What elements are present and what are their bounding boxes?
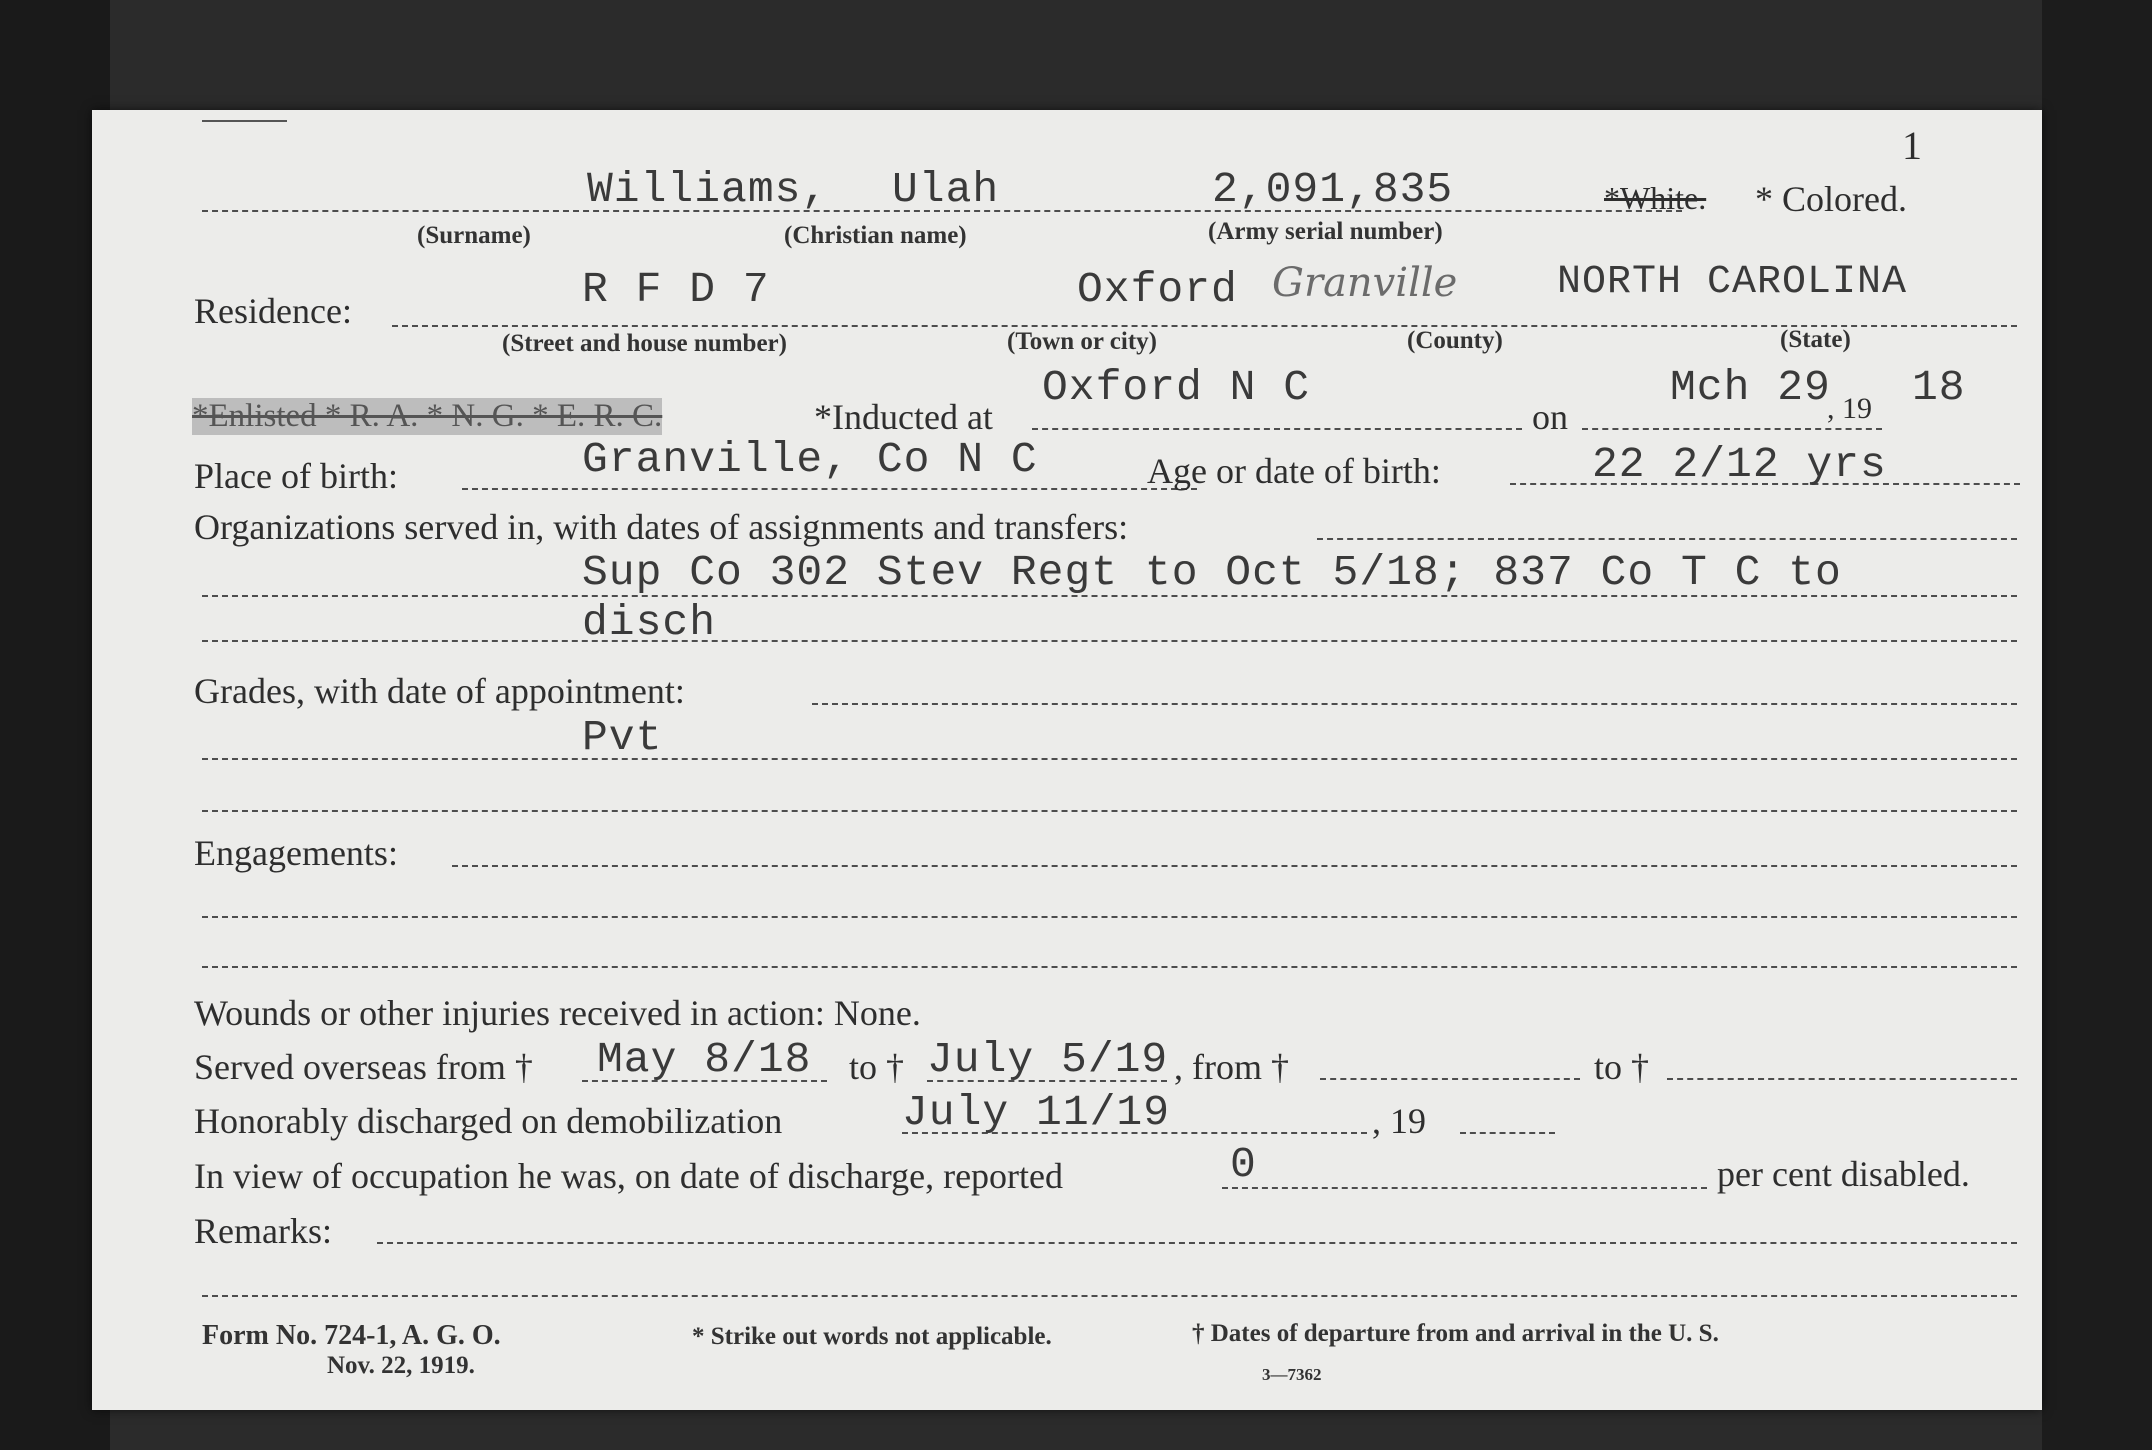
- top-rule: [202, 120, 287, 122]
- state-caption: (State): [1780, 326, 1851, 353]
- christian-name-caption: (Christian name): [784, 222, 967, 249]
- print-code: 3—7362: [1262, 1365, 1322, 1384]
- overseas-to-label: to †: [849, 1047, 905, 1087]
- overseas-to2-line: [1667, 1078, 2017, 1080]
- organizations-line-2: [202, 640, 2017, 642]
- induction-year-prefix: , 19: [1827, 392, 1872, 425]
- organizations-label: Organizations served in, with dates of assignments and transfers:: [194, 507, 1129, 547]
- discharge-year-line: [1460, 1132, 1555, 1134]
- overseas-to2-label: to †: [1594, 1047, 1650, 1087]
- disability-suffix: per cent disabled.: [1717, 1154, 1970, 1194]
- disability-label: In view of occupation he was, on date of discharge, reported: [194, 1156, 1064, 1196]
- dagger-note: † Dates of departure from and arrival in the U. S.: [1192, 1320, 1719, 1347]
- residence-label: Residence:: [194, 291, 352, 331]
- residence-line: [392, 325, 2017, 327]
- organizations-value-2: disch: [582, 598, 717, 647]
- race-colored: * Colored.: [1755, 179, 1907, 219]
- place-of-birth-value: Granville, Co N C: [582, 435, 1038, 484]
- disability-line: [1222, 1187, 1707, 1189]
- place-of-birth-line: [462, 488, 1197, 490]
- overseas-to-value: July 5/19: [927, 1035, 1169, 1084]
- inducted-at-label: *Inducted at: [814, 397, 993, 437]
- town-caption: (Town or city): [1007, 328, 1157, 355]
- overseas-from2-label: , from †: [1174, 1047, 1289, 1087]
- serial-number-caption: (Army serial number): [1208, 218, 1443, 245]
- christian-name-value: Ulah: [892, 165, 1000, 214]
- form-number: Form No. 724-1, A. G. O.: [202, 1320, 501, 1351]
- race-white-struck: *White.: [1604, 180, 1707, 216]
- service-record-card: [92, 110, 2042, 1410]
- engagements-line-1: [202, 916, 2017, 918]
- surname-caption: (Surname): [417, 222, 531, 249]
- overseas-from-value: May 8/18: [597, 1035, 812, 1084]
- enlisted-options-struck: *Enlisted * R. A. * N. G. * E. R. C.: [192, 398, 663, 434]
- remarks-label: Remarks:: [194, 1211, 332, 1251]
- strike-note: * Strike out words not applicable.: [692, 1323, 1052, 1350]
- engagements-line-2: [202, 966, 2017, 968]
- engagements-line-0: [452, 865, 2017, 867]
- card-number: 1: [1902, 123, 1922, 168]
- grades-value: Pvt: [582, 713, 663, 762]
- residence-street-value: R F D 7: [582, 265, 770, 314]
- induction-date-value: Mch 29: [1670, 363, 1831, 412]
- induction-year-value: 18: [1912, 363, 1966, 412]
- county-caption: (County): [1407, 327, 1503, 354]
- disability-value: 0: [1230, 1140, 1257, 1189]
- residence-town-value: Oxford: [1077, 265, 1238, 314]
- discharge-label: Honorably discharged on demobilization: [194, 1101, 783, 1141]
- serial-number-value: 2,091,835: [1212, 165, 1454, 214]
- age-label: Age or date of birth:: [1147, 451, 1441, 491]
- remarks-line-1: [202, 1295, 2017, 1297]
- overseas-label: Served overseas from †: [194, 1047, 533, 1087]
- on-label: on: [1532, 397, 1568, 437]
- induction-date-line: [1582, 428, 1882, 430]
- organizations-value-1: Sup Co 302 Stev Regt to Oct 5/18; 837 Co T C to: [582, 548, 1842, 597]
- grades-line-1: [202, 758, 2017, 760]
- residence-county-handwritten: Granville: [1272, 260, 1458, 306]
- street-caption: (Street and house number): [502, 330, 787, 357]
- grades-line-2: [202, 810, 2017, 812]
- wounds-text: Wounds or other injuries received in action: None.: [194, 993, 921, 1033]
- grades-line-0: [812, 703, 2017, 705]
- place-of-birth-label: Place of birth:: [194, 456, 398, 496]
- engagements-label: Engagements:: [194, 833, 398, 873]
- inducted-place-line: [1032, 428, 1522, 430]
- inducted-place-value: Oxford N C: [1042, 363, 1311, 412]
- remarks-line-0: [377, 1242, 2017, 1244]
- discharge-year-suffix: , 19: [1372, 1101, 1426, 1141]
- scan-border-right: [2042, 0, 2152, 1450]
- surname-value: Williams,: [587, 165, 829, 214]
- organizations-line-0: [1317, 538, 2017, 540]
- overseas-from2-line: [1320, 1078, 1580, 1080]
- grades-label: Grades, with date of appointment:: [194, 671, 685, 711]
- age-value: 22 2/12 yrs: [1592, 440, 1887, 489]
- discharge-date-value: July 11/19: [902, 1088, 1171, 1137]
- form-date: Nov. 22, 1919.: [327, 1352, 475, 1379]
- residence-state-value: NORTH CAROLINA: [1557, 260, 1908, 305]
